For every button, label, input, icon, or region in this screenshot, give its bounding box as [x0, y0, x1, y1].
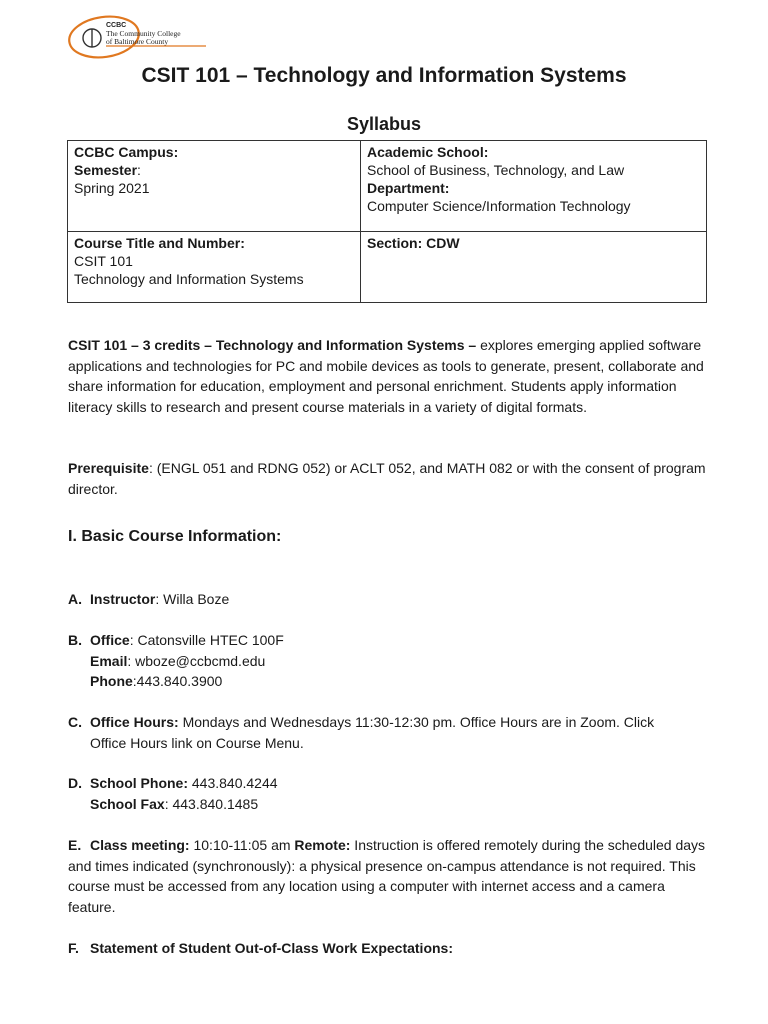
section-heading: I. Basic Course Information:: [68, 528, 282, 545]
item-marker: A.: [68, 591, 82, 607]
school-fax-label: School Fax: [90, 795, 165, 812]
description-text: explores emerging applied software applications and technologies for PC and mobile devices as tools to generate, present, collaborate and share information for education, employment and personal enrichment. Students apply information literacy skills to research and present course materials in a variety of digital formats.: [68, 337, 704, 415]
school-fax-value: : 443.840.1485: [164, 795, 259, 812]
school-department-cell: [361, 141, 707, 232]
prerequisite-label: Prerequisite: [68, 460, 149, 476]
document-subtitle: Syllabus: [346, 114, 422, 134]
school-label: Academic School:: [367, 144, 489, 160]
office-label: Office: [90, 632, 130, 648]
course-number: CSIT 101: [74, 253, 133, 269]
class-meeting-time: 10:10-11:05 am: [189, 837, 295, 853]
logo-line-1: The Community College: [106, 29, 181, 38]
school-phone-label: School Phone:: [90, 775, 188, 791]
item-marker: E.: [68, 837, 82, 853]
school-value: School of Business, Technology, and Law: [367, 162, 625, 178]
remote-label: Remote:: [294, 837, 351, 853]
course-title: Technology and Information Systems: [74, 271, 304, 287]
logo-line-2: of Baltimore County: [106, 37, 169, 46]
email-value: : wboze@ccbcmd.edu: [127, 652, 266, 669]
class-meeting-text: Instruction is offered remotely during the scheduled days and times indicated (synchronously): a physical presence on-campus attendance is not required. This course must be accessed from any location using a computer with internet access and a camera feature.: [68, 837, 706, 915]
class-meeting-label: Class meeting:: [90, 837, 190, 853]
office-hours-text-2: Office Hours link on Course Menu.: [90, 734, 304, 751]
item-instructor: [68, 589, 718, 610]
item-marker: B.: [68, 632, 82, 648]
school-phone-value: 443.840.4244: [188, 775, 278, 791]
phone-label: Phone: [90, 673, 133, 690]
prerequisite: [68, 458, 714, 499]
instructor-value: : Willa Boze: [155, 591, 230, 607]
document-title: CSIT 101 – Technology and Information Systems: [141, 64, 627, 87]
instructor-label: Instructor: [90, 591, 156, 607]
table-row: [68, 141, 707, 232]
email-label: Email: [90, 652, 128, 669]
office-hours-text: Mondays and Wednesdays 11:30-12:30 pm. Office Hours are in Zoom. Click: [178, 714, 655, 730]
prerequisite-text: : (ENGL 051 and RDNG 052) or ACLT 052, and MATH 082 or with the consent of program director.: [68, 460, 706, 497]
out-of-class-label: Statement of Student Out-of-Class Work Expectations:: [90, 940, 453, 956]
office-hours-label: Office Hours:: [90, 714, 179, 730]
logo-abbr: CCBC: [106, 22, 127, 29]
section-cell: [361, 232, 707, 303]
course-cell: [68, 232, 361, 303]
phone-value: :443.840.3900: [132, 673, 223, 690]
table-row: [68, 232, 707, 303]
item-marker: D.: [68, 775, 82, 791]
item-office-hours: [68, 712, 718, 753]
item-marker: C.: [68, 714, 82, 730]
item-class-meeting: [68, 835, 714, 917]
item-marker: F.: [68, 940, 79, 956]
item-school-contact: [68, 773, 718, 814]
office-value: : Catonsville HTEC 100F: [129, 632, 284, 648]
section-label: Section: CDW: [367, 235, 460, 251]
campus-semester-cell: CCBC Campus: Semester: Spring 2021: [68, 141, 361, 232]
course-label: Course Title and Number:: [74, 235, 245, 251]
department-label: Department:: [367, 180, 450, 196]
department-value: Computer Science/Information Technology: [367, 198, 631, 214]
item-office: [68, 630, 718, 692]
college-logo: [66, 12, 208, 62]
item-out-of-class-work: [68, 938, 718, 959]
description-lead: CSIT 101 – 3 credits – Technology and Information Systems –: [68, 337, 477, 353]
course-description: [68, 335, 714, 417]
logo-text: [106, 22, 181, 46]
semester-label: Semester: [74, 162, 138, 178]
course-info-table: [67, 140, 707, 303]
campus-label: CCBC Campus:: [74, 144, 179, 160]
semester-value: Spring 2021: [74, 180, 150, 196]
